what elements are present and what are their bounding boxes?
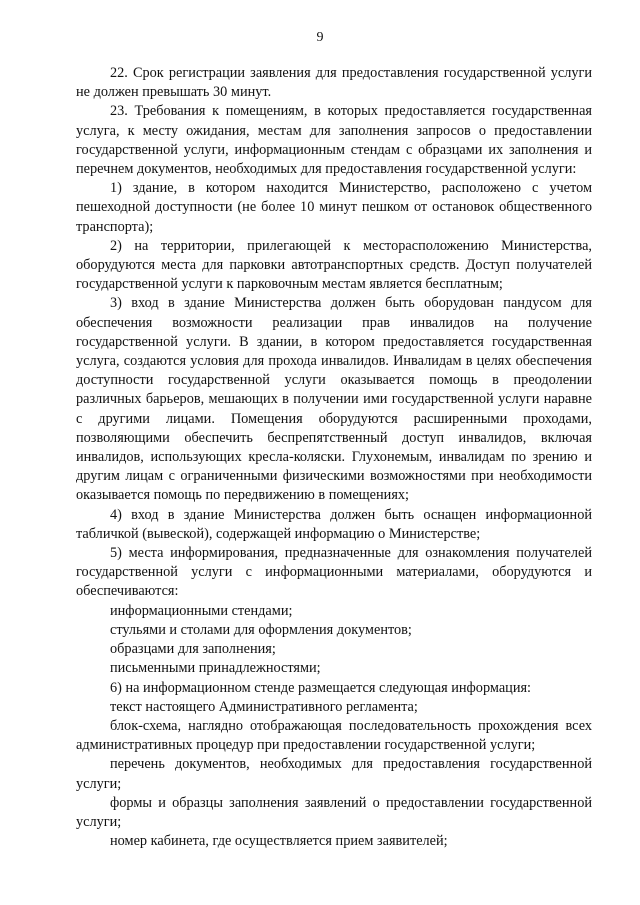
sub-item-stands: информационными стендами;	[110, 602, 293, 619]
list-item-2: 2) на территории, прилегающей к месторасположению Министерства, оборудуются места для парковки автотранспортных средств. Доступ получателей государственной услуги к парковочным местам является бесплатным;	[76, 237, 592, 293]
paragraph-23: 23. Требования к помещениям, в которых предоставляется государственная услуга, к месту ожидания, местам для заполнения запросов о предоставлении государственной услуги, информационным стендам с образцами их заполнения и перечнем документов, необходимых для предоставления государственной услуги:	[76, 103, 592, 178]
sub-item-forms: формы и образцы заполнения заявлений о предоставлении государственной услуги;	[76, 794, 592, 830]
sub-item-samples: образцами для заполнения;	[110, 641, 276, 658]
sub-item-flowchart: блок-схема, наглядно отображающая последовательность прохождения всех административных процедур при предоставлении государственной услуги;	[76, 717, 592, 754]
sub-item-stationery: письменными принадлежностями;	[110, 660, 321, 677]
list-item-3: 3) вход в здание Министерства должен быть оборудован пандусом для обеспечения возможности реализации прав инвалидов на получение государственной услуги. В здании, в котором предоставляется государственная услуга, создаются условия для прохода инвалидов. Инвалидам в целях обеспечения доступности государственной услуги оказывается помощь в преодолении различных барьеров, мешающих в получении ими государственной услуги наравне с другими лицами. Помещения оборудуются расширенными проходами, позволяющими обеспечить беспрепятственный доступ инвалидов, включая инвалидов, использующих кресла-коляски. Глухонемым, инвалидам по зрению и другим лицам с ограниченными физическими возможностями при необходимости оказывается помощь по передвижению в помещениях;	[76, 295, 592, 504]
list-item-5: 5) места информирования, предназначенные для ознакомления получателей государственной услуги с информационными материалами, оборудуются и обеспечиваются:	[76, 545, 592, 600]
sub-item-regulation-text: текст настоящего Административного регламента;	[110, 698, 418, 715]
list-item-1: 1) здание, в котором находится Министерство, расположено с учетом пешеходной доступности (не более 10 минут пешком от остановок общественного транспорта);	[76, 180, 592, 235]
sub-item-furniture: стульями и столами для оформления документов;	[110, 621, 412, 638]
list-item-4: 4) вход в здание Министерства должен быть оснащен информационной табличкой (вывеской), содержащей информацию о Министерстве;	[76, 506, 592, 542]
paragraph-22: 22. Срок регистрации заявления для предоставления государственной услуги не должен превышать 30 минут.	[76, 65, 592, 101]
sub-item-office-number: номер кабинета, где осуществляется прием заявителей;	[110, 833, 448, 850]
list-item-6: 6) на информационном стенде размещается следующая информация:	[110, 679, 532, 696]
document-body	[76, 64, 592, 851]
page-number: 9	[316, 30, 324, 45]
sub-item-document-list: перечень документов, необходимых для предоставления государственной услуги;	[76, 756, 592, 792]
